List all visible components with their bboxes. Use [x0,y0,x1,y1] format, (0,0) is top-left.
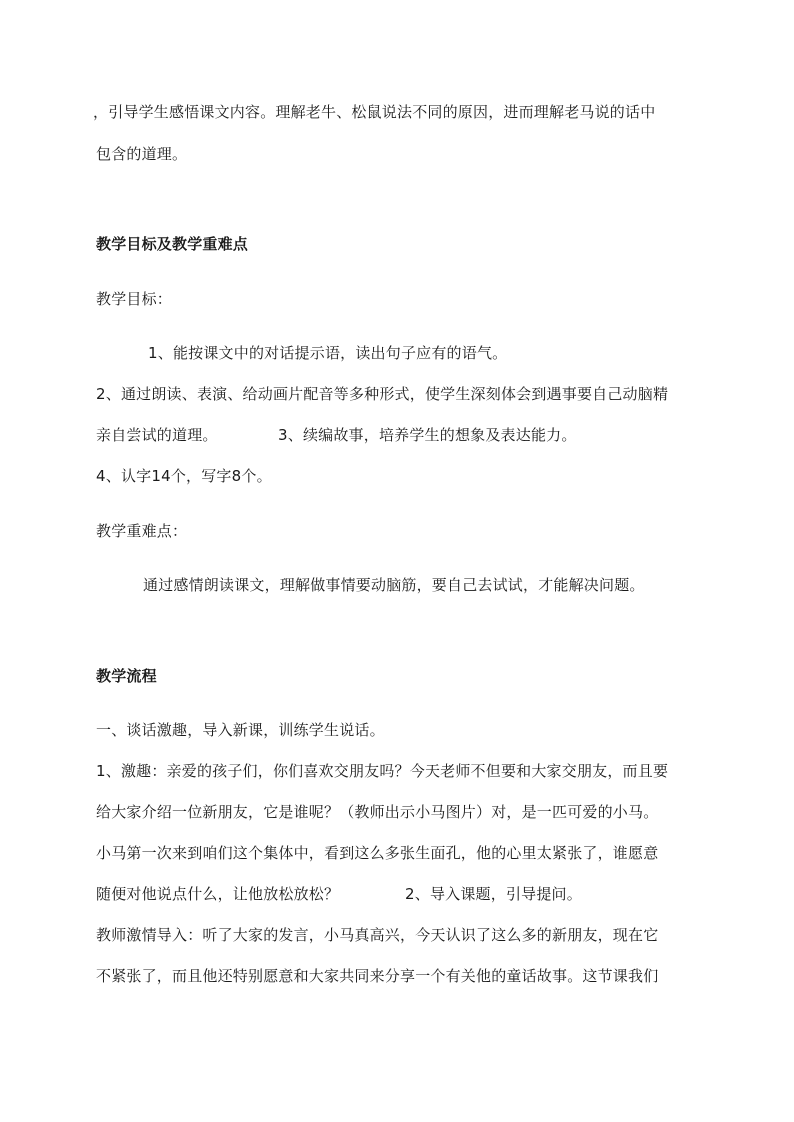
flow-step-1: 一、谈话激趣，导入新课，训练学生说话。 [96,721,385,739]
goal-item-2-line-2: 亲自尝试的道理。 [96,426,218,444]
intro-line-1: ，引导学生感悟课文内容。理解老牛、松鼠说法不同的原因，进而理解老马说的话中 [93,103,656,121]
flow-para-1-line-3: 小马第一次来到咱们这个集体中，看到这么多张生面孔，他的心里太紧张了，谁愿意 [96,844,659,862]
flow-para-1-line-1: 1、激趣：亲爱的孩子们，你们喜欢交朋友吗？今天老师不但要和大家交朋友，而且要 [96,762,669,780]
goal-item-1: 1、能按课文中的对话提示语，读出句子应有的语气。 [148,344,508,362]
flow-para-1-line-4: 随便对他说点什么，让他放松放松？ [96,885,340,903]
intro-line-2: 包含的道理。 [96,145,188,163]
goal-item-4: 4、认字14个，写字8个。 [96,467,272,485]
difficulty-text: 通过感情朗读课文，理解做事情要动脑筋，要自己去试试，才能解决问题。 [143,576,645,594]
goal-item-3: 3、续编故事，培养学生的想象及表达能力。 [278,426,577,444]
flow-para-2: 2、导入课题，引导提问。 [405,885,582,903]
goals-section-heading: 教学目标及教学重难点 [96,235,249,253]
flow-para-3-line-1: 教师激情导入：听了大家的发言，小马真高兴，今天认识了这么多的新朋友，现在它 [96,926,659,944]
flow-section-heading: 教学流程 [96,667,157,685]
flow-para-3-line-2: 不紧张了，而且他还特别愿意和大家共同来分享一个有关他的童话故事。这节课我们 [96,967,659,985]
goal-item-2-line-1: 2、通过朗读、表演、给动画片配音等多种形式，使学生深刻体会到遇事要自己动脑精 [96,385,669,403]
flow-para-1-line-2: 给大家介绍一位新朋友，它是谁呢？（教师出示小马图片）对，是一匹可爱的小马。 [96,803,659,821]
goals-label: 教学目标： [96,290,173,308]
difficulty-label: 教学重难点： [96,522,188,540]
